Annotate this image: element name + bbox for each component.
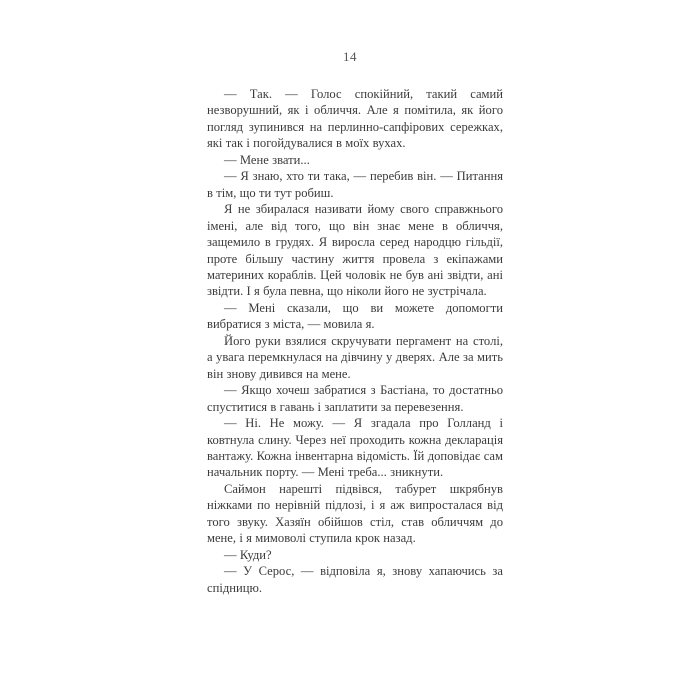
- paragraph: Я не збиралася називати йому свого справжнього імені, але від того, що він знає мене в обличчя, защемило в грудях. Я виросла серед народцю гільдії, проте більшу частину життя провела з екіпажами материних кораблів. Цей чоловік не був ані звідти, ані звідти. І я була певна, що ніколи його не зустрічала.: [207, 202, 503, 299]
- paragraph: — Мене звати...: [224, 152, 310, 167]
- paragraph: — Я знаю, хто ти така, — перебив він. — Питання в тім, що ти тут робиш.: [207, 169, 503, 200]
- paragraph: — У Серос, — відповіла я, знову хапаючись за спідницю.: [207, 564, 503, 595]
- page-number: 14: [343, 49, 357, 64]
- body-text-block: [207, 86, 503, 596]
- paragraph: Саймон нарешті підвівся, табурет шкрябнув ніжками по нерівній підлозі, і я аж випросталася від того звуку. Хазяїн обійшов стіл, став обличчям до мене, і я мимоволі ступила крок назад.: [207, 481, 503, 546]
- paragraph: — Куди?: [224, 547, 272, 562]
- paragraph: — Мені сказали, що ви можете допомогти вибратися з міста, — мовила я.: [207, 300, 503, 332]
- paragraph: — Якщо хочеш забратися з Бастіана, то достатньо спуститися в гавань і заплатити за перевезення.: [207, 383, 503, 414]
- paragraph: — Так. — Голос спокійний, такий самий незворушний, як і обличчя. Але я помітила, як його погляд зупинився на перлинно-сапфірових сережках, які так і погойдувалися в моїх вухах.: [207, 87, 503, 151]
- paragraph: Його руки взялися скручувати пергамент на столі, а увага перемкнулася на дівчину у дверях. Але за мить він знову дивився на мене.: [207, 333, 503, 381]
- paragraph: — Ні. Не можу. — Я згадала про Голланд і ковтнула слину. Через неї проходить кожна декларація вантажу. Кожна інвентарна відомість. Їй доповідає сам начальник порту. — Мені треба... зникнути.: [207, 416, 503, 480]
